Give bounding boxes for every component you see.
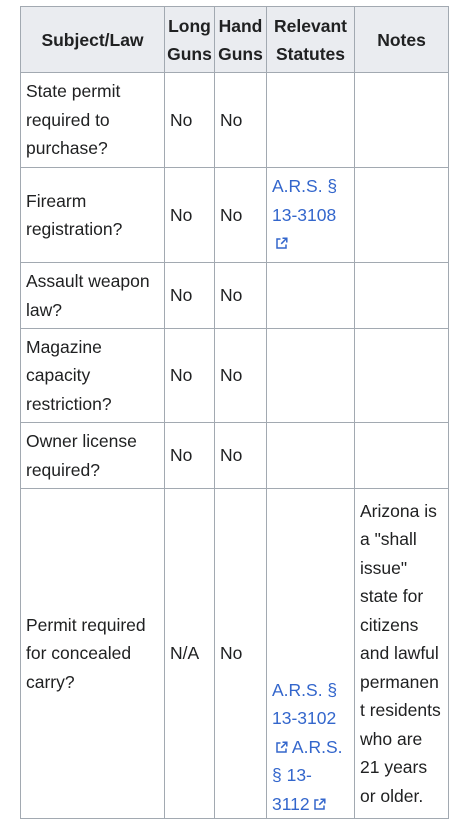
gun-laws-table (20, 6, 449, 819)
cell-statutes (267, 489, 355, 819)
cell-statutes (267, 168, 355, 263)
cell-notes (355, 263, 449, 329)
external-link-icon (275, 237, 288, 250)
table-row (21, 263, 449, 329)
cell-subject: Magazine capacity restriction? (21, 329, 165, 423)
cell-notes (355, 329, 449, 423)
cell-hand-guns: No (215, 168, 267, 263)
header-hand-guns: Hand Guns (215, 7, 267, 73)
cell-long-guns: No (165, 423, 215, 489)
cell-notes (355, 423, 449, 489)
table-row (21, 168, 449, 263)
cell-statutes (267, 73, 355, 168)
cell-subject: Firearm registration? (21, 168, 165, 263)
cell-subject: Owner license required? (21, 423, 165, 489)
cell-long-guns: No (165, 329, 215, 423)
table-header-row (21, 7, 449, 73)
table-row (21, 73, 449, 168)
cell-hand-guns: No (215, 263, 267, 329)
cell-long-guns: N/A (165, 489, 215, 819)
table-row (21, 423, 449, 489)
statute-link-13-3108[interactable] (272, 176, 337, 253)
cell-hand-guns: No (215, 73, 267, 168)
external-link-icon (275, 741, 288, 754)
cell-hand-guns: No (215, 329, 267, 423)
cell-subject: Permit required for concealed carry? (21, 489, 165, 819)
cell-notes: Arizona is a "shall issue" state for citizens and lawful permanent residents who are 21 years or older. (355, 489, 449, 819)
statute-link-text: A.R.S. § 13-3102 (272, 679, 338, 728)
table-row (21, 329, 449, 423)
cell-statutes (267, 263, 355, 329)
cell-hand-guns: No (215, 423, 267, 489)
cell-subject: State permit required to purchase? (21, 73, 165, 168)
header-subject: Subject/Law (21, 7, 165, 73)
cell-notes (355, 73, 449, 168)
header-long-guns: Long Guns (165, 7, 215, 73)
statute-link-text: A.R.S. § 13-3112 (272, 736, 343, 814)
cell-statutes (267, 329, 355, 423)
statute-link-text: A.R.S. § 13-3108 (272, 176, 338, 225)
external-link-icon (313, 798, 326, 811)
table-row (21, 489, 449, 819)
cell-long-guns: No (165, 73, 215, 168)
header-statutes: Relevant Statutes (267, 7, 355, 73)
cell-long-guns: No (165, 168, 215, 263)
cell-notes (355, 168, 449, 263)
cell-hand-guns: No (215, 489, 267, 819)
cell-long-guns: No (165, 263, 215, 329)
cell-statutes (267, 423, 355, 489)
header-notes: Notes (355, 7, 449, 73)
cell-subject: Assault weapon law? (21, 263, 165, 329)
